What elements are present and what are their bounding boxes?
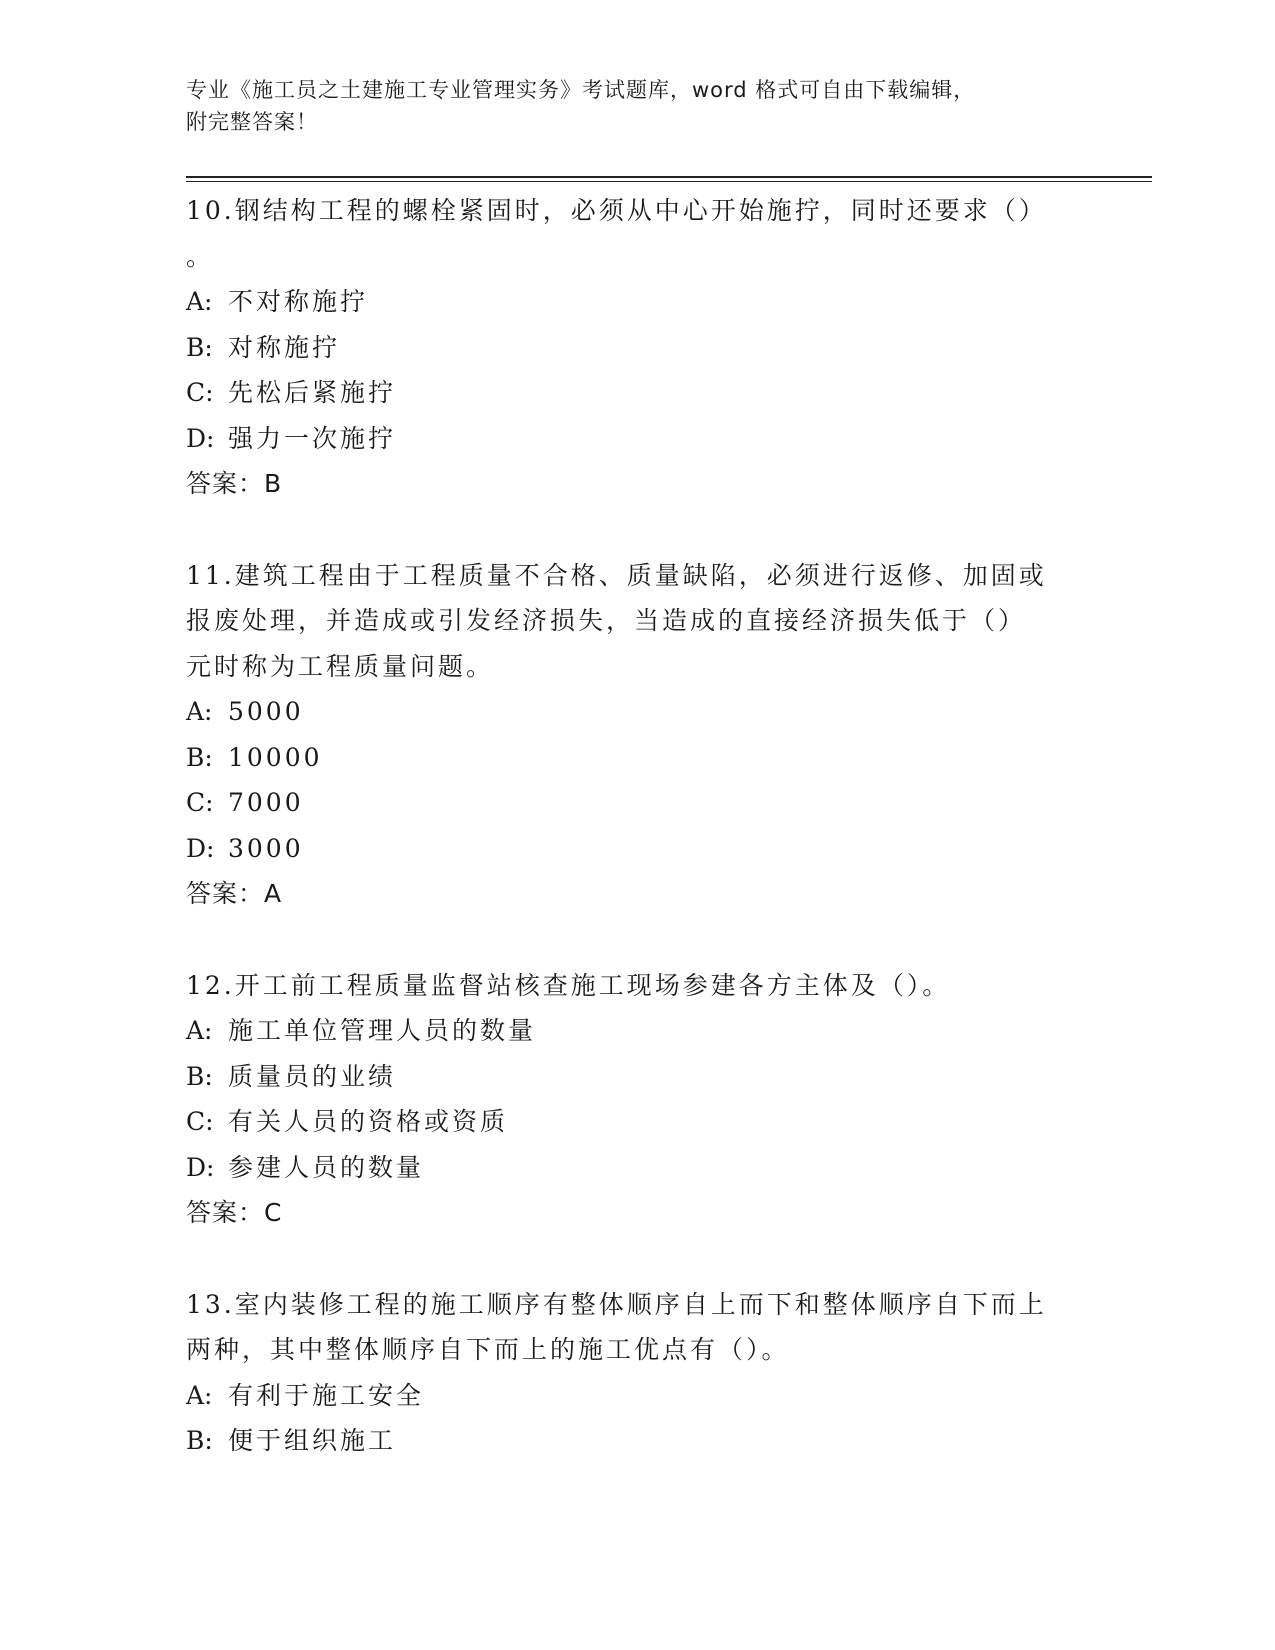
option-b	[186, 1054, 1086, 1100]
question-text-line: 12.开工前工程质量监督站核查施工现场参建各方主体及（）。	[186, 970, 951, 1000]
option-text: 不对称施拧	[228, 287, 369, 316]
option-d	[186, 1145, 1086, 1191]
question-text-line: 13.室内装修工程的施工顺序有整体顺序自上而下和整体顺序自下而上	[186, 1289, 1047, 1319]
header-line-1: 专业《施工员之土建施工专业管理实务》考试题库，word 格式可自由下载编辑，	[186, 78, 976, 102]
option-text: 强力一次施拧	[228, 423, 397, 453]
question-list	[186, 188, 1086, 1510]
option-text: 对称施拧	[228, 332, 341, 362]
option-text: 3000	[228, 833, 304, 863]
option-letter: A:	[186, 697, 213, 726]
question-text-line: 元时称为工程质量问题。	[186, 651, 495, 681]
option-text: 参建人员的数量	[228, 1152, 425, 1182]
option-a	[186, 1008, 1086, 1054]
option-letter: B:	[186, 742, 213, 772]
option-b	[186, 325, 1086, 371]
question-text-line: 10.钢结构工程的螺栓紧固时，必须从中心开始施拧，同时还要求（）	[186, 196, 1047, 225]
option-d	[186, 826, 1086, 872]
option-text: 有利于施工安全	[228, 1380, 425, 1410]
option-letter: D:	[186, 423, 215, 453]
question-10	[186, 188, 1086, 507]
document-header	[186, 74, 1086, 138]
option-letter: B:	[186, 332, 213, 362]
answer-line: 答案：A	[186, 879, 283, 908]
question-13	[186, 1282, 1086, 1464]
answer-line: 答案：C	[186, 1198, 283, 1227]
option-d	[186, 416, 1086, 462]
option-text: 便于组织施工	[228, 1426, 397, 1455]
option-a	[186, 1373, 1086, 1419]
question-text-line: 两种，其中整体顺序自下而上的施工优点有（）。	[186, 1335, 790, 1364]
option-c	[186, 780, 1086, 826]
question-12	[186, 963, 1086, 1236]
header-double-rule	[186, 176, 1152, 182]
option-letter: D:	[186, 833, 215, 863]
answer-line: 答案：B	[186, 469, 283, 498]
option-letter: B:	[186, 1061, 213, 1091]
option-text: 有关人员的资格或资质	[228, 1107, 509, 1136]
option-text: 5000	[228, 697, 304, 726]
option-a	[186, 689, 1086, 735]
option-b	[186, 1418, 1086, 1464]
option-letter: C:	[186, 378, 214, 407]
question-11	[186, 553, 1086, 917]
question-text-line: 报废处理，并造成或引发经济损失，当造成的直接经济损失低于（）	[186, 606, 1027, 635]
option-letter: D:	[186, 1152, 215, 1182]
option-letter: B:	[186, 1426, 213, 1455]
option-text: 先松后紧施拧	[228, 378, 397, 407]
option-text: 10000	[228, 742, 323, 772]
option-letter: A:	[186, 287, 213, 316]
header-line-2: 附完整答案！	[186, 110, 318, 134]
option-text: 施工单位管理人员的数量	[228, 1016, 537, 1045]
option-letter: C:	[186, 788, 214, 817]
option-text: 7000	[228, 788, 304, 817]
question-text-line: 11.建筑工程由于工程质量不合格、质量缺陷，必须进行返修、加固或	[186, 560, 1047, 590]
option-c	[186, 370, 1086, 416]
option-letter: C:	[186, 1107, 214, 1136]
option-letter: A:	[186, 1016, 213, 1045]
option-a	[186, 279, 1086, 325]
option-c	[186, 1099, 1086, 1145]
option-letter: A:	[186, 1380, 213, 1410]
option-text: 质量员的业绩	[228, 1061, 397, 1091]
question-text-line: 。	[186, 241, 215, 271]
option-b	[186, 735, 1086, 781]
